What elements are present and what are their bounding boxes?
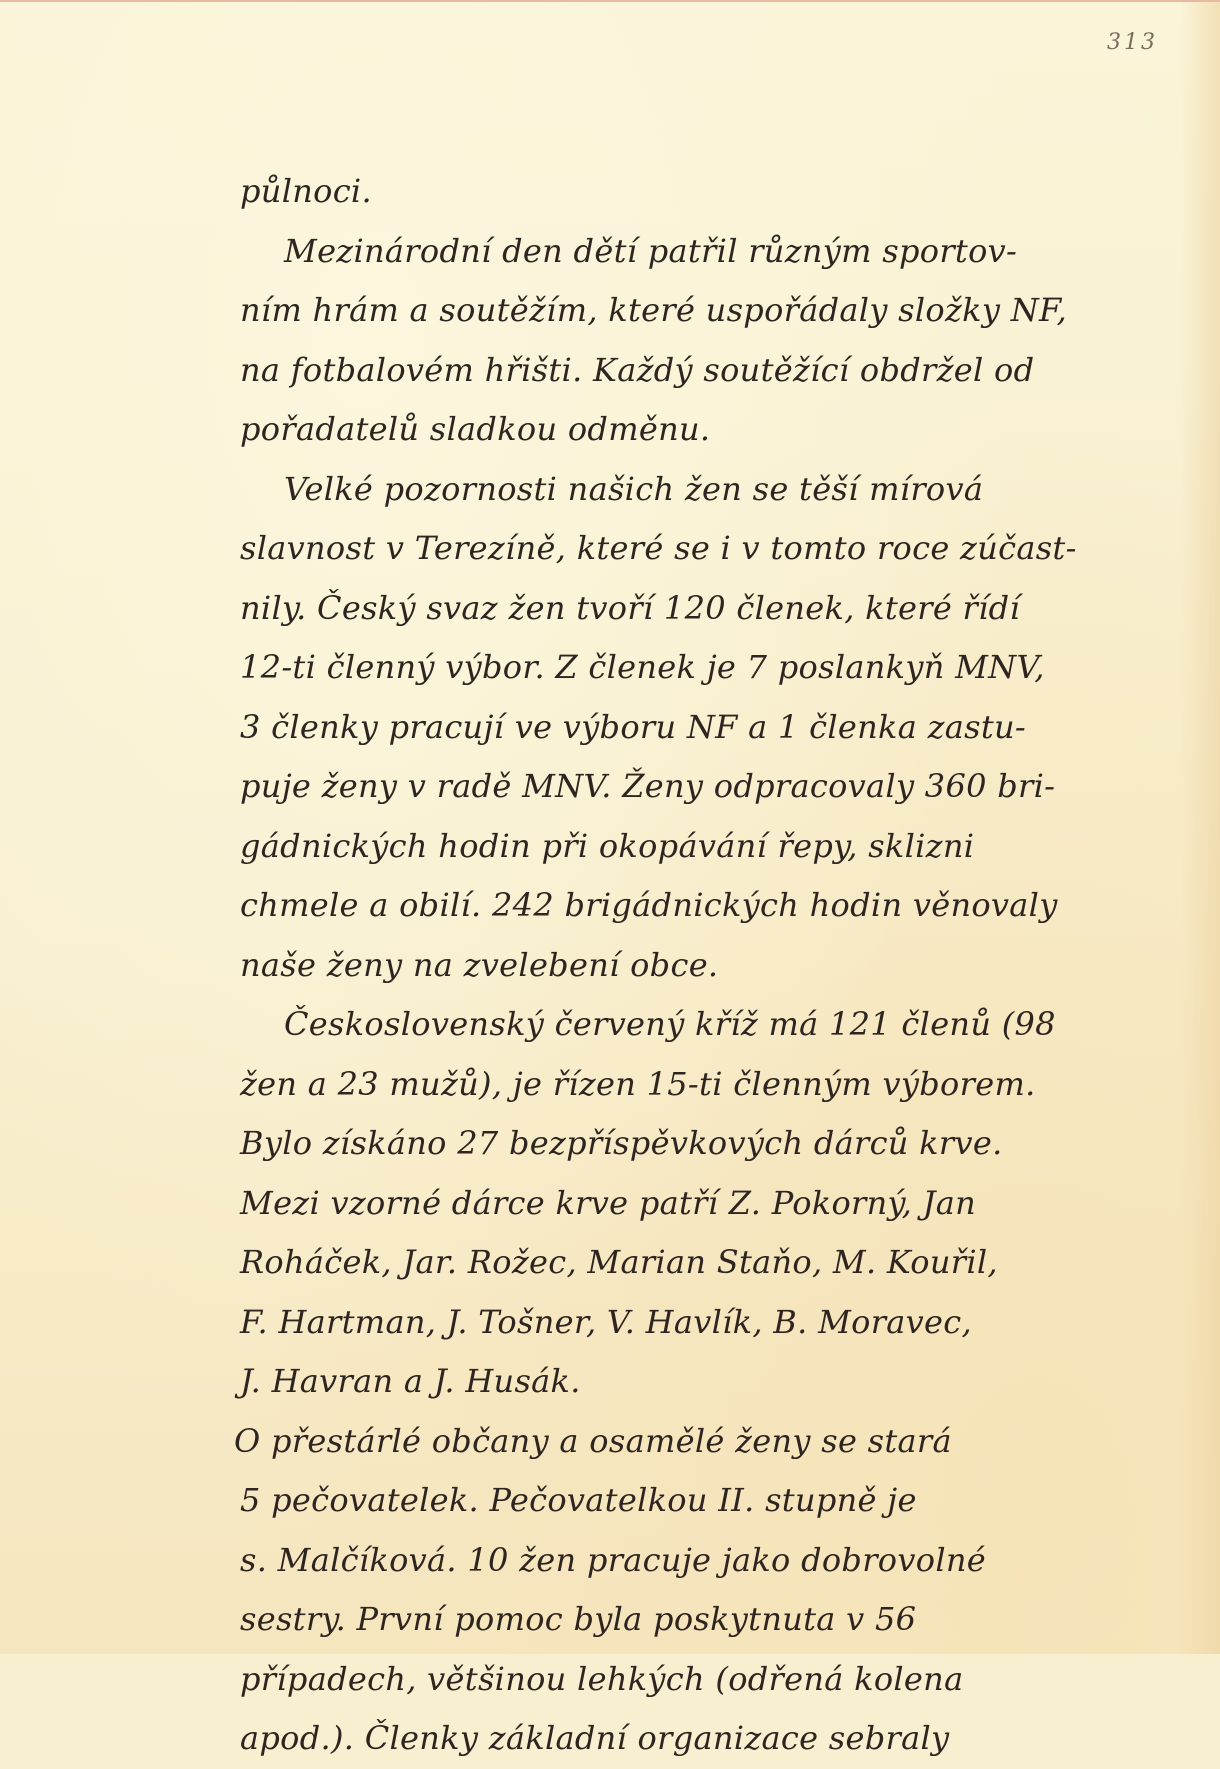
page-number: 313 — [1107, 30, 1158, 55]
text-line: J. Havran a J. Husák. — [240, 1362, 581, 1400]
text-line: ním hrám a soutěžím, které uspořádaly složky NF, — [240, 291, 1067, 329]
text-line: apod.). Členky základní organizace sebraly — [240, 1719, 950, 1757]
text-line: pořadatelů sladkou odměnu. — [240, 410, 711, 448]
text-line: gádnických hodin při okopávání řepy, sklizni — [240, 826, 975, 865]
text-line: F. Hartman, J. Tošner, V. Havlík, B. Moravec, — [240, 1302, 972, 1341]
text-line: 12-ti členný výbor. Z členek je 7 poslankyň MNV, — [240, 648, 1045, 686]
text-line-paragraph-start: Mezinárodní den dětí patřil různým sportov- — [284, 231, 1018, 270]
text-line: s. Malčíková. 10 žen pracuje jako dobrovolné — [240, 1540, 986, 1579]
text-line: na fotbalovém hřišti. Každý soutěžící obdržel od — [240, 350, 1035, 389]
text-line: půlnoci. — [240, 172, 372, 210]
text-line: Bylo získáno 27 bezpříspěvkových dárců krve. — [240, 1124, 1003, 1162]
text-line: nily. Český svaz žen tvoří 120 členek, které řídí — [240, 588, 1020, 627]
text-line: Mezi vzorné dárce krve patří Z. Pokorný, Jan — [240, 1183, 977, 1222]
text-line: případech, většinou lehkých (odřená kolena — [240, 1659, 964, 1698]
text-line-paragraph-start: O přestárlé občany a osamělé ženy se stará — [234, 1421, 952, 1460]
text-line: chmele a obilí. 242 brigádnických hodin věnovaly — [240, 886, 1058, 924]
handwritten-text-block — [234, 162, 1170, 1769]
text-line: slavnost v Terezíně, které se i v tomto roce zúčast- — [240, 529, 1077, 567]
text-line: 5 pečovatelek. Pečovatelkou II. stupně je — [240, 1481, 917, 1519]
text-line-paragraph-start: Československý červený kříž má 121 členů (98 — [284, 1005, 1056, 1043]
text-line: Roháček, Jar. Rožec, Marian Staňo, M. Kouřil, — [240, 1243, 998, 1281]
text-line: puje ženy v radě MNV. Ženy odpracovaly 360 bri- — [240, 767, 1056, 805]
text-line: 3 členky pracují ve výboru NF a 1 členka zastu- — [240, 707, 1027, 746]
text-line-paragraph-start: Velké pozornosti našich žen se těší mírová — [284, 469, 984, 508]
text-line: sestry. První pomoc byla poskytnuta v 56 — [240, 1600, 917, 1638]
text-line: žen a 23 mužů), je řízen 15-ti členným výborem. — [240, 1064, 1036, 1103]
text-line: naše ženy na zvelebení obce. — [240, 945, 719, 984]
